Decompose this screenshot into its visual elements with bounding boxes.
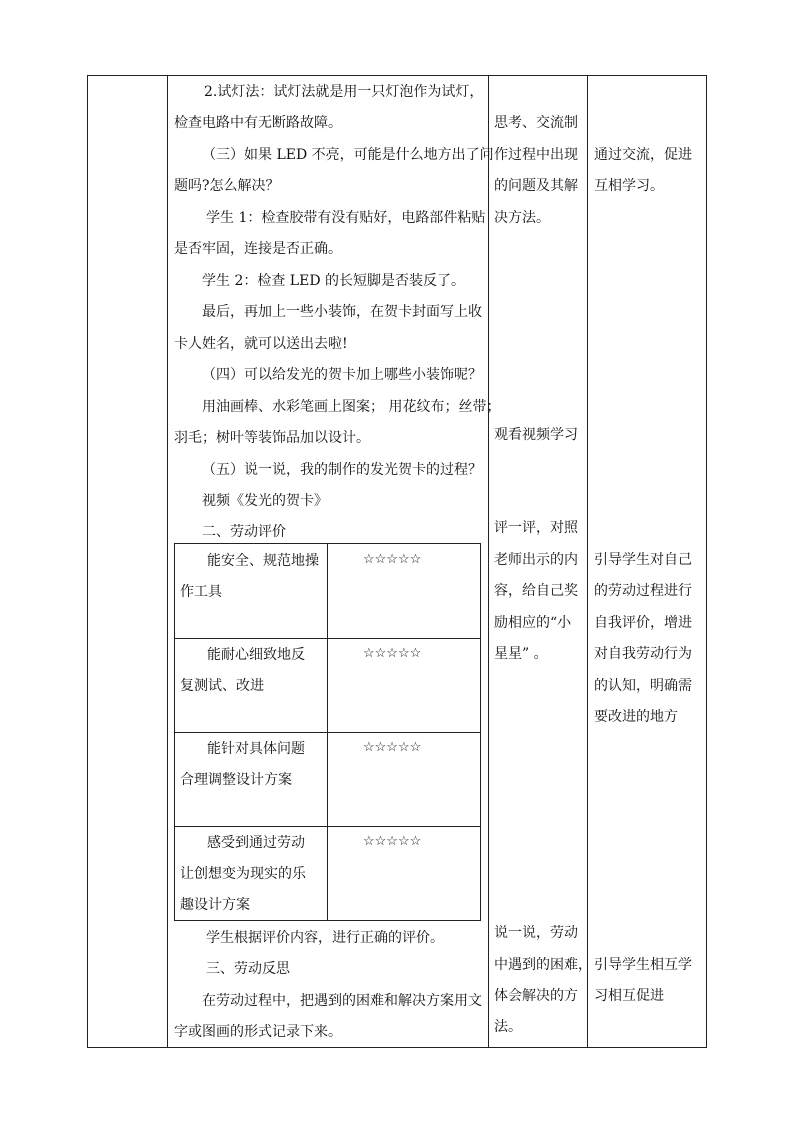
student-activity-line: 决方法。	[494, 210, 550, 226]
star-rating[interactable]: ☆☆☆☆☆	[363, 834, 422, 849]
main-line: 学生 1：检查胶带有没有贴好，电路部件粘贴	[206, 210, 486, 226]
design-intent-line: 通过交流，促进	[594, 147, 692, 163]
column-divider-3	[587, 75, 588, 1048]
eval-criterion: 合理调整设计方案	[180, 772, 292, 788]
student-activity-line: 思考、交流制	[494, 115, 578, 131]
student-activity-line: 观看视频学习	[494, 427, 578, 443]
student-activity-line: 中遇到的困难，	[494, 957, 592, 973]
main-line: 学生 2：检查 LED 的长短脚是否装反了。	[202, 273, 465, 289]
design-intent-line: 互相学习。	[594, 178, 664, 194]
main-line: 视频《发光的贺卡》	[202, 493, 328, 509]
student-activity-line: 体会解决的方	[494, 988, 578, 1004]
student-activity-line: 老师出示的内	[494, 552, 578, 568]
design-intent-line: 引导学生对自己	[594, 552, 692, 568]
student-activity-line: 容，给自己奖	[494, 583, 578, 599]
student-activity-line: 法。	[494, 1019, 522, 1035]
eval-criterion: 能安全、规范地操	[207, 553, 319, 569]
main-line: 羽毛；树叶等装饰品加以设计。	[174, 430, 370, 446]
eval-criterion: 作工具	[180, 584, 222, 600]
student-activity-line: 评一评，对照	[494, 520, 578, 536]
eval-criterion: 能针对具体问题	[207, 741, 305, 757]
design-intent-line: 的劳动过程进行	[594, 583, 692, 599]
section-heading-reflection: 三、劳动反思	[206, 961, 290, 977]
main-line: 在劳动过程中，把遇到的困难和解决方案用文	[202, 993, 482, 1009]
main-line: 学生根据评价内容，进行正确的评价。	[206, 930, 444, 946]
design-intent-line: 的认知，明确需	[594, 678, 692, 694]
column-divider-1	[167, 75, 168, 1048]
main-line: （五）说一说，我的制作的发光贺卡的过程？	[202, 462, 482, 478]
design-intent-line: 要改进的地方	[594, 709, 678, 725]
eval-criterion: 趣设计方案	[180, 897, 250, 913]
design-intent-line: 引导学生相互学	[594, 957, 692, 973]
star-rating[interactable]: ☆☆☆☆☆	[363, 552, 422, 567]
design-intent-line: 对自我劳动行为	[594, 646, 692, 662]
eval-criterion: 能耐心细致地反	[207, 647, 305, 663]
section-heading-evaluation: 二、劳动评价	[202, 524, 286, 540]
main-line: 用油画棒、水彩笔画上图案； 用花纹布；丝带；	[202, 399, 501, 415]
main-line: 2.试灯法：试灯法就是用一只灯泡作为试灯，	[204, 84, 484, 100]
main-line: 最后，再加上一些小装饰，在贺卡封面写上收	[202, 304, 482, 320]
student-activity-line: 说一说，劳动	[494, 925, 578, 941]
student-activity-line: 星星” 。	[494, 646, 548, 662]
table-right-border	[706, 75, 707, 1048]
main-line: 题吗?怎么解决？	[174, 178, 280, 194]
eval-criterion: 感受到通过劳动	[207, 835, 305, 851]
column-divider-2	[488, 75, 489, 1048]
main-line: 检查电路中有无断路故障。	[174, 115, 342, 131]
table-top-border	[87, 75, 707, 76]
main-line: （三）如果 LED 不亮，可能是什么地方出了问	[202, 147, 494, 163]
student-activity-line: 的问题及其解	[494, 178, 578, 194]
main-line: 字或图画的形式记录下来。	[174, 1024, 342, 1040]
main-line: 卡人姓名，就可以送出去啦!	[174, 336, 348, 352]
star-rating[interactable]: ☆☆☆☆☆	[363, 740, 422, 755]
eval-table-middle	[327, 543, 328, 921]
design-intent-line: 习相互促进	[594, 988, 664, 1004]
main-line: （四）可以给发光的贺卡加上哪些小装饰呢？	[202, 367, 482, 383]
eval-criterion: 让创想变为现实的乐	[180, 866, 306, 882]
eval-table-right	[480, 543, 481, 921]
eval-criterion: 复测试、改进	[180, 678, 264, 694]
star-rating[interactable]: ☆☆☆☆☆	[363, 646, 422, 661]
table-left-border	[87, 75, 88, 1048]
design-intent-line: 自我评价，增进	[594, 615, 692, 631]
eval-table-left	[174, 543, 175, 921]
main-line: 是否牢固，连接是否正确。	[174, 241, 342, 257]
student-activity-line: 作过程中出现	[494, 147, 578, 163]
student-activity-line: 励相应的“小	[494, 615, 572, 631]
